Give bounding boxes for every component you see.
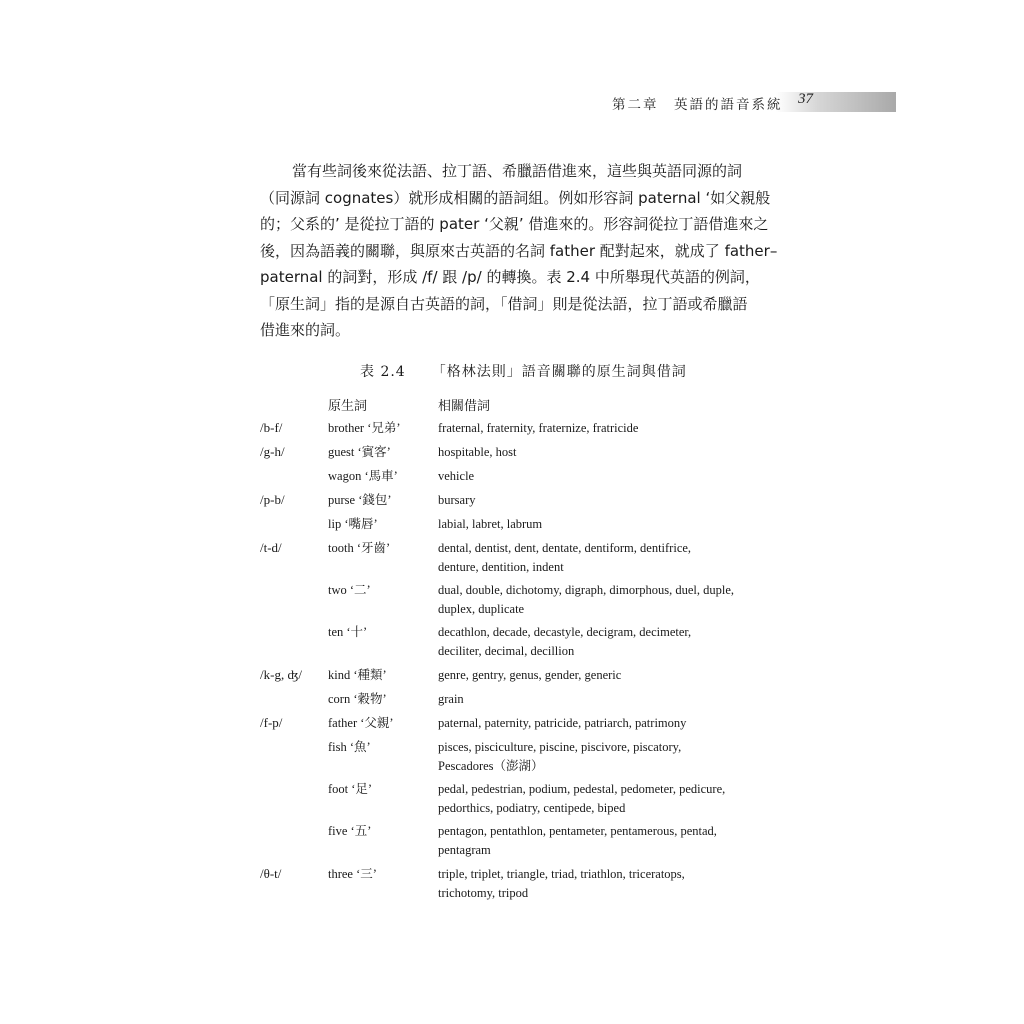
borrowed-words [438, 690, 788, 709]
borrowed-words-line: deciliter, decimal, decillion [438, 643, 575, 658]
borrowed-words [438, 822, 788, 859]
borrowed-words-line: genre, gentry, genus, gender, generic [438, 668, 622, 682]
paragraph-line: 「原生詞」指的是源自古英語的詞，「借詞」則是從法語，拉丁語或希臘語 [260, 294, 748, 313]
sound-correspondence: /t-d/ [260, 540, 282, 555]
native-word: guest ‘賓客’ [328, 445, 391, 459]
borrowed-words-line: triple, triplet, triangle, triad, triathlon, triceratops, [438, 867, 685, 881]
table-title: 「格林法則」語音關聯的原生詞與借詞 [431, 364, 687, 380]
borrowed-words-line: pentagon, pentathlon, pentameter, pentamerous, pentad, [438, 824, 717, 838]
borrowed-words-line: vehicle [438, 469, 475, 483]
body-paragraph [260, 158, 788, 344]
paragraph-line: 的；父系的’ 是從拉丁語的 pater ‘父親’ 借進來的。形容詞從拉丁語借進來之 [260, 215, 769, 233]
borrowed-words-line: pentagram [438, 842, 491, 857]
column-header-borrowed: 相關借詞 [438, 399, 491, 414]
sound-correspondence: /p-b/ [260, 492, 285, 507]
paragraph-line: （同源詞 cognates）就形成相關的語詞組。例如形容詞 paternal ‘如父親般 [260, 188, 771, 207]
native-word: five ‘五’ [328, 824, 372, 838]
borrowed-words-line: paternal, paternity, patricide, patriarch, patrimony [438, 716, 687, 730]
borrowed-words-line: duplex, duplicate [438, 601, 525, 616]
native-word: two ‘二’ [328, 583, 371, 597]
borrowed-words-line: trichotomy, tripod [438, 885, 529, 900]
borrowed-words-line: pedal, pedestrian, podium, pedestal, pedometer, pedicure, [438, 782, 726, 796]
native-word: three ‘三’ [328, 867, 377, 881]
native-word: wagon ‘馬車’ [328, 469, 398, 483]
borrowed-words-line: Pescadores（澎湖） [438, 758, 544, 773]
paragraph-line: 當有些詞後來從法語、拉丁語、希臘語借進來，這些與英語同源的詞 [292, 162, 743, 180]
borrowed-words [438, 714, 788, 733]
borrowed-words [438, 443, 788, 462]
header-gradient-bar [776, 92, 896, 112]
native-word: lip ‘嘴唇’ [328, 517, 378, 531]
native-word: fish ‘魚’ [328, 740, 371, 754]
paragraph-line: 借進來的詞。 [260, 321, 351, 339]
native-word: purse ‘錢包’ [328, 493, 392, 507]
native-word: kind ‘種類’ [328, 668, 387, 682]
borrowed-words-line: dental, dentist, dent, dentate, dentiform, dentifrice, [438, 541, 692, 555]
column-header-native: 原生詞 [328, 399, 368, 414]
borrowed-words-line: denture, dentition, indent [438, 559, 564, 574]
sound-correspondence: /g-h/ [260, 444, 285, 459]
table-caption [360, 361, 687, 381]
borrowed-words-line: labial, labret, labrum [438, 517, 543, 531]
borrowed-words-line: decathlon, decade, decastyle, decigram, decimeter, [438, 625, 692, 639]
native-word: corn ‘穀物’ [328, 692, 387, 706]
borrowed-words [438, 865, 788, 902]
page-number: 37 [798, 91, 813, 107]
borrowed-words-line: bursary [438, 493, 476, 507]
borrowed-words [438, 467, 788, 486]
borrowed-words-line: pisces, pisciculture, piscine, piscivore, piscatory, [438, 740, 682, 754]
native-word: father ‘父親’ [328, 716, 394, 730]
sound-correspondence: /k-g, ʤ/ [260, 667, 303, 682]
sound-correspondence: /b-f/ [260, 420, 283, 435]
borrowed-words [438, 419, 788, 438]
table-number: 表 2.4 [360, 364, 406, 380]
borrowed-words-line: grain [438, 692, 464, 706]
borrowed-words [438, 581, 788, 618]
chapter-title: 第二章 英語的語音系統 [612, 97, 783, 113]
paragraph-line: 後，因為語義的關聯，與原來古英語的名詞 father 配對起來，就成了 father– [260, 241, 778, 260]
native-word: brother ‘兄弟’ [328, 421, 401, 435]
native-word: foot ‘足’ [328, 782, 373, 796]
borrowed-words [438, 539, 788, 576]
paragraph-line: paternal 的詞對，形成 /f/ 跟 /p/ 的轉換。表 2.4 中所舉現代英語的例詞， [260, 268, 760, 286]
borrowed-words [438, 666, 788, 685]
borrowed-words [438, 491, 788, 510]
borrowed-words-line: pedorthics, podiatry, centipede, biped [438, 800, 626, 815]
borrowed-words [438, 623, 788, 660]
native-word: tooth ‘牙齒’ [328, 541, 391, 555]
borrowed-words-line: fraternal, fraternity, fraternize, fratricide [438, 421, 639, 435]
borrowed-words [438, 738, 788, 775]
native-word: ten ‘十’ [328, 625, 368, 639]
borrowed-words [438, 515, 788, 534]
running-header [600, 92, 896, 112]
borrowed-words-line: dual, double, dichotomy, digraph, dimorphous, duel, duple, [438, 583, 735, 597]
sound-correspondence: /θ-t/ [260, 866, 282, 881]
borrowed-words [438, 780, 788, 817]
borrowed-words-line: hospitable, host [438, 445, 517, 459]
sound-correspondence: /f-p/ [260, 715, 283, 730]
